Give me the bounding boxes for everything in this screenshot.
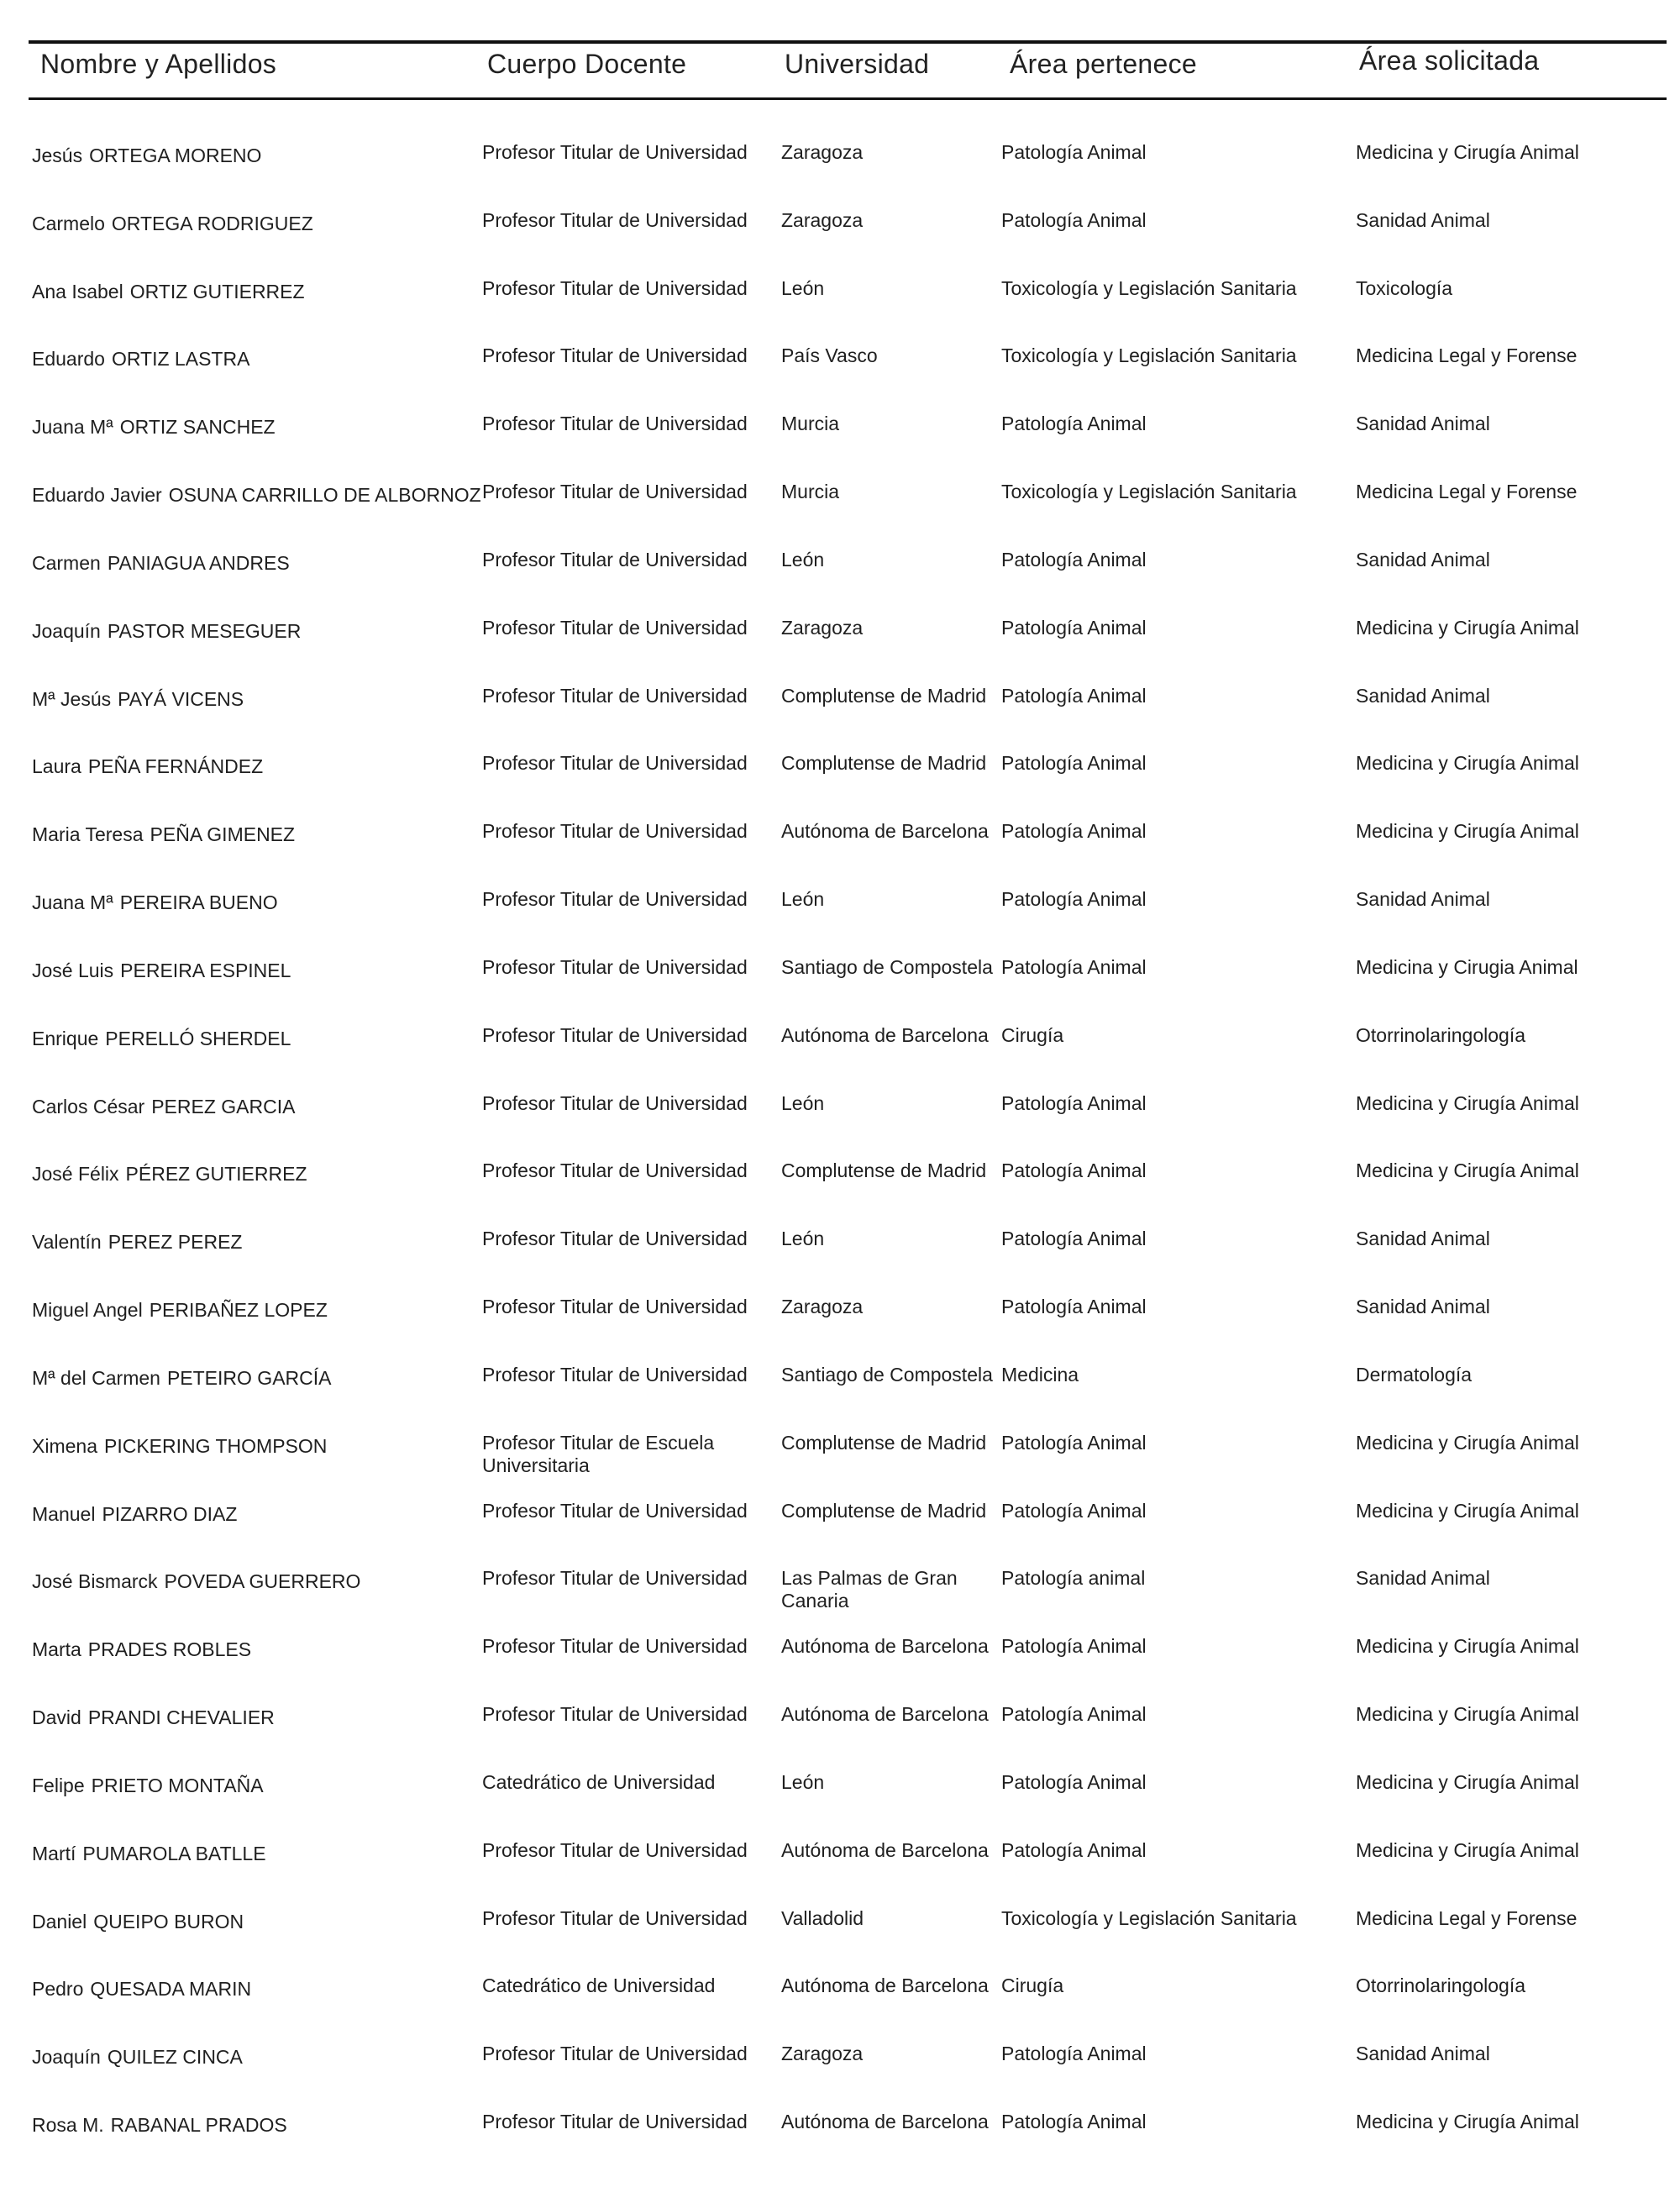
cell-area-solicitada: Sanidad Animal	[1356, 1567, 1490, 1589]
table-row	[0, 209, 1680, 260]
cell-area-pertenece: Patología Animal	[1001, 1771, 1147, 1793]
cell-area-solicitada: Sanidad Animal	[1356, 888, 1490, 910]
cell-nombre	[32, 416, 486, 439]
cell-area-solicitada: Medicina Legal y Forense	[1356, 1907, 1578, 1929]
table-row	[0, 1771, 1680, 1822]
cell-cuerpo: Catedrático de Universidad	[482, 1771, 716, 1793]
table-row	[0, 1703, 1680, 1754]
cell-area-solicitada: Sanidad Animal	[1356, 1228, 1490, 1249]
cell-cuerpo: Profesor Titular de Escuela Universitaria	[482, 1432, 715, 1476]
cell-area-pertenece: Patología Animal	[1001, 1432, 1147, 1454]
cell-nombre	[32, 891, 486, 914]
nombre-last: PASTOR MESEGUER	[107, 620, 302, 642]
table-row	[0, 2111, 1680, 2161]
cell-nombre	[32, 1503, 486, 1526]
cell-universidad: Complutense de Madrid	[781, 1500, 987, 1522]
nombre-first: Jesús	[32, 145, 83, 166]
nombre-first: Pedro	[32, 1978, 84, 2000]
table-row	[0, 1432, 1680, 1482]
cell-area-solicitada: Sanidad Animal	[1356, 685, 1490, 707]
cell-nombre	[32, 1163, 486, 1186]
cell-nombre	[32, 484, 486, 507]
cell-universidad: Autónoma de Barcelona	[781, 2111, 989, 2132]
cell-area-pertenece: Medicina	[1001, 1364, 1079, 1386]
nombre-first: Laura	[32, 755, 81, 777]
cell-universidad: León	[781, 277, 825, 299]
cell-area-solicitada: Medicina y Cirugía Animal	[1356, 1703, 1579, 1725]
cell-cuerpo: Profesor Titular de Universidad	[482, 1500, 748, 1522]
table-row	[0, 277, 1680, 328]
cell-universidad: Complutense de Madrid	[781, 685, 987, 707]
nombre-last: PEÑA GIMENEZ	[150, 823, 296, 845]
header-nombre: Nombre y Apellidos	[40, 49, 277, 79]
cell-area-pertenece: Cirugía	[1001, 1024, 1064, 1046]
table-row	[0, 820, 1680, 870]
nombre-first: Carmelo	[32, 213, 105, 234]
cell-nombre	[32, 1843, 486, 1865]
cell-area-solicitada: Medicina y Cirugía Animal	[1356, 1432, 1579, 1454]
nombre-last: ORTIZ LASTRA	[111, 348, 250, 370]
nombre-last: PÉREZ GUTIERREZ	[125, 1163, 307, 1185]
cell-nombre	[32, 620, 486, 643]
nombre-last: PERIBAÑEZ LOPEZ	[149, 1299, 328, 1321]
nombre-last: PEÑA FERNÁNDEZ	[87, 755, 264, 777]
table-row	[0, 1296, 1680, 1346]
nombre-first: Juana Mª	[32, 416, 113, 438]
nombre-first: Mª del Carmen	[32, 1367, 160, 1389]
cell-universidad: Autónoma de Barcelona	[781, 1975, 989, 1996]
cell-nombre	[32, 1028, 486, 1050]
nombre-last: PRANDI CHEVALIER	[87, 1706, 275, 1728]
cell-area-solicitada: Medicina y Cirugia Animal	[1356, 956, 1578, 978]
table-row	[0, 1567, 1680, 1617]
cell-nombre	[32, 1978, 486, 2001]
cell-area-solicitada: Sanidad Animal	[1356, 549, 1490, 571]
cell-area-solicitada: Medicina y Cirugía Animal	[1356, 617, 1579, 639]
cell-cuerpo: Profesor Titular de Universidad	[482, 2111, 748, 2132]
cell-universidad: Autónoma de Barcelona	[781, 1024, 989, 1046]
cell-cuerpo: Profesor Titular de Universidad	[482, 752, 748, 774]
nombre-last: PICKERING THOMPSON	[103, 1435, 328, 1457]
cell-cuerpo: Profesor Titular de Universidad	[482, 1567, 748, 1589]
cell-area-pertenece: Patología Animal	[1001, 752, 1147, 774]
cell-universidad: León	[781, 549, 825, 571]
cell-nombre	[32, 755, 486, 778]
cell-area-pertenece: Patología Animal	[1001, 141, 1147, 163]
cell-area-solicitada: Sanidad Animal	[1356, 2043, 1490, 2064]
cell-nombre	[32, 823, 486, 846]
header-cuerpo: Cuerpo Docente	[487, 49, 687, 79]
cell-nombre	[32, 1706, 486, 1729]
nombre-last: OSUNA CARRILLO DE ALBORNOZ	[168, 484, 481, 506]
cell-area-solicitada: Medicina y Cirugía Animal	[1356, 1500, 1579, 1522]
cell-cuerpo: Profesor Titular de Universidad	[482, 481, 748, 502]
nombre-first: Joaquín	[32, 620, 101, 642]
cell-nombre	[32, 552, 486, 575]
table-row	[0, 549, 1680, 599]
cell-nombre	[32, 1911, 486, 1933]
cell-cuerpo: Profesor Titular de Universidad	[482, 1024, 748, 1046]
nombre-first: Juana Mª	[32, 891, 113, 913]
nombre-first: José Félix	[32, 1163, 119, 1185]
nombre-first: Eduardo	[32, 348, 105, 370]
table-row	[0, 617, 1680, 667]
nombre-first: Miguel Angel	[32, 1299, 143, 1321]
cell-cuerpo: Catedrático de Universidad	[482, 1975, 716, 1996]
cell-area-solicitada: Medicina y Cirugía Animal	[1356, 752, 1579, 774]
nombre-last: PERELLÓ SHERDEL	[105, 1028, 291, 1049]
cell-area-solicitada: Toxicología	[1356, 277, 1453, 299]
cell-area-pertenece: Patología Animal	[1001, 820, 1147, 842]
nombre-first: Maria Teresa	[32, 823, 144, 845]
cell-universidad: País Vasco	[781, 344, 878, 366]
cell-universidad: Murcia	[781, 481, 840, 502]
cell-universidad: Autónoma de Barcelona	[781, 1703, 989, 1725]
cell-area-pertenece: Patología Animal	[1001, 549, 1147, 571]
cell-universidad: Las Palmas de Gran Canaria	[781, 1567, 958, 1612]
nombre-first: José Luis	[32, 960, 114, 981]
cell-area-pertenece: Patología animal	[1001, 1567, 1146, 1589]
cell-universidad: Zaragoza	[781, 2043, 864, 2064]
table-row	[0, 2043, 1680, 2093]
cell-universidad: Autónoma de Barcelona	[781, 1839, 989, 1861]
cell-area-pertenece: Patología Animal	[1001, 2043, 1147, 2064]
cell-area-pertenece: Patología Animal	[1001, 1635, 1147, 1657]
nombre-last: PRADES ROBLES	[87, 1638, 252, 1660]
nombre-first: David	[32, 1706, 81, 1728]
cell-area-pertenece: Toxicología y Legislación Sanitaria	[1001, 277, 1297, 299]
cell-area-solicitada: Sanidad Animal	[1356, 209, 1490, 231]
nombre-first: Ana Isabel	[32, 281, 123, 302]
cell-area-solicitada: Medicina y Cirugía Animal	[1356, 1635, 1579, 1657]
table-row	[0, 888, 1680, 939]
cell-cuerpo: Profesor Titular de Universidad	[482, 820, 748, 842]
cell-cuerpo: Profesor Titular de Universidad	[482, 1159, 748, 1181]
cell-universidad: León	[781, 1771, 825, 1793]
header-area-pertenece: Área pertenece	[1010, 49, 1198, 79]
cell-universidad: Autónoma de Barcelona	[781, 1635, 989, 1657]
cell-nombre	[32, 1096, 486, 1118]
cell-universidad: Valladolid	[781, 1907, 864, 1929]
cell-universidad: León	[781, 1228, 825, 1249]
nombre-first: Carmen	[32, 552, 101, 574]
nombre-last: ORTEGA MORENO	[89, 145, 262, 166]
table-row	[0, 1500, 1680, 1550]
cell-area-solicitada: Medicina Legal y Forense	[1356, 344, 1578, 366]
cell-cuerpo: Profesor Titular de Universidad	[482, 685, 748, 707]
cell-cuerpo: Profesor Titular de Universidad	[482, 2043, 748, 2064]
nombre-first: Mª Jesús	[32, 688, 112, 710]
cell-cuerpo: Profesor Titular de Universidad	[482, 344, 748, 366]
cell-cuerpo: Profesor Titular de Universidad	[482, 141, 748, 163]
cell-area-solicitada: Medicina y Cirugía Animal	[1356, 820, 1579, 842]
nombre-first: Valentín	[32, 1231, 102, 1253]
cell-universidad: Santiago de Compostela	[781, 956, 993, 978]
cell-area-pertenece: Patología Animal	[1001, 1703, 1147, 1725]
cell-cuerpo: Profesor Titular de Universidad	[482, 413, 748, 434]
nombre-last: PUMAROLA BATLLE	[82, 1843, 266, 1864]
cell-area-pertenece: Cirugía	[1001, 1975, 1064, 1996]
cell-area-solicitada: Otorrinolaringología	[1356, 1975, 1526, 1996]
cell-nombre	[32, 1435, 486, 1458]
cell-area-solicitada: Medicina Legal y Forense	[1356, 481, 1578, 502]
nombre-last: POVEDA GUERRERO	[164, 1570, 361, 1592]
cell-area-solicitada: Dermatología	[1356, 1364, 1473, 1386]
header-area-solicitada: Área solicitada	[1359, 45, 1540, 76]
nombre-last: RABANAL PRADOS	[110, 2114, 287, 2136]
cell-universidad: Murcia	[781, 413, 840, 434]
cell-cuerpo: Profesor Titular de Universidad	[482, 1228, 748, 1249]
nombre-first: Martí	[32, 1843, 76, 1864]
table-row	[0, 1635, 1680, 1685]
cell-nombre	[32, 688, 486, 711]
cell-universidad: León	[781, 888, 825, 910]
cell-cuerpo: Profesor Titular de Universidad	[482, 956, 748, 978]
nombre-last: ORTIZ SANCHEZ	[119, 416, 276, 438]
cell-area-pertenece: Patología Animal	[1001, 413, 1147, 434]
table-row	[0, 141, 1680, 192]
cell-universidad: Zaragoza	[781, 617, 864, 639]
nombre-last: PEREZ GARCIA	[151, 1096, 296, 1117]
table-row	[0, 1839, 1680, 1890]
nombre-last: PIZARRO DIAZ	[102, 1503, 238, 1525]
nombre-last: PANIAGUA ANDRES	[107, 552, 290, 574]
table-row	[0, 413, 1680, 463]
nombre-last: PEREIRA ESPINEL	[120, 960, 291, 981]
cell-nombre	[32, 213, 486, 235]
table-row	[0, 1364, 1680, 1414]
cell-nombre	[32, 1231, 486, 1254]
table-row	[0, 685, 1680, 735]
table-row	[0, 1024, 1680, 1075]
table-row	[0, 344, 1680, 395]
nombre-first: Daniel	[32, 1911, 87, 1932]
cell-cuerpo: Profesor Titular de Universidad	[482, 209, 748, 231]
nombre-last: QUILEZ CINCA	[107, 2046, 243, 2068]
cell-cuerpo: Profesor Titular de Universidad	[482, 888, 748, 910]
nombre-last: PAYÁ VICENS	[118, 688, 244, 710]
cell-area-pertenece: Patología Animal	[1001, 1296, 1147, 1317]
cell-area-pertenece: Patología Animal	[1001, 1228, 1147, 1249]
cell-cuerpo: Profesor Titular de Universidad	[482, 277, 748, 299]
table-row	[0, 481, 1680, 531]
cell-area-pertenece: Patología Animal	[1001, 209, 1147, 231]
table-row	[0, 1907, 1680, 1958]
cell-area-pertenece: Patología Animal	[1001, 617, 1147, 639]
cell-universidad: Complutense de Madrid	[781, 752, 987, 774]
cell-nombre	[32, 1570, 486, 1593]
cell-nombre	[32, 960, 486, 982]
nombre-last: QUEIPO BURON	[93, 1911, 244, 1932]
cell-area-solicitada: Sanidad Animal	[1356, 413, 1490, 434]
nombre-last: ORTEGA RODRIGUEZ	[111, 213, 313, 234]
cell-area-pertenece: Patología Animal	[1001, 956, 1147, 978]
header-universidad: Universidad	[785, 49, 930, 79]
cell-area-solicitada: Sanidad Animal	[1356, 1296, 1490, 1317]
cell-universidad: Zaragoza	[781, 141, 864, 163]
cell-cuerpo: Profesor Titular de Universidad	[482, 1364, 748, 1386]
cell-area-pertenece: Patología Animal	[1001, 888, 1147, 910]
cell-nombre	[32, 145, 486, 167]
cell-area-pertenece: Toxicología y Legislación Sanitaria	[1001, 344, 1297, 366]
cell-cuerpo: Profesor Titular de Universidad	[482, 1092, 748, 1114]
nombre-first: Carlos César	[32, 1096, 145, 1117]
nombre-first: Ximena	[32, 1435, 97, 1457]
cell-cuerpo: Profesor Titular de Universidad	[482, 1635, 748, 1657]
cell-cuerpo: Profesor Titular de Universidad	[482, 1839, 748, 1861]
nombre-first: Felipe	[32, 1775, 85, 1796]
cell-nombre	[32, 2046, 486, 2069]
cell-area-pertenece: Patología Animal	[1001, 2111, 1147, 2132]
cell-area-solicitada: Medicina y Cirugía Animal	[1356, 1159, 1579, 1181]
cell-universidad: Zaragoza	[781, 209, 864, 231]
table-row	[0, 956, 1680, 1007]
cell-area-pertenece: Patología Animal	[1001, 1159, 1147, 1181]
cell-nombre	[32, 1299, 486, 1322]
nombre-last: PEREZ PEREZ	[108, 1231, 243, 1253]
cell-cuerpo: Profesor Titular de Universidad	[482, 1703, 748, 1725]
cell-nombre	[32, 2114, 486, 2137]
nombre-first: Eduardo Javier	[32, 484, 162, 506]
table-row	[0, 1092, 1680, 1143]
cell-universidad: Complutense de Madrid	[781, 1159, 987, 1181]
cell-area-pertenece: Patología Animal	[1001, 1500, 1147, 1522]
cell-cuerpo: Profesor Titular de Universidad	[482, 549, 748, 571]
cell-area-pertenece: Patología Animal	[1001, 1092, 1147, 1114]
cell-nombre	[32, 1638, 486, 1661]
table-row	[0, 1159, 1680, 1210]
nombre-first: Manuel	[32, 1503, 96, 1525]
cell-nombre	[32, 1775, 486, 1797]
nombre-last: ORTIZ GUTIERREZ	[129, 281, 305, 302]
cell-nombre	[32, 348, 486, 371]
nombre-last: PETEIRO GARCÍA	[166, 1367, 332, 1389]
cell-area-solicitada: Medicina y Cirugía Animal	[1356, 1092, 1579, 1114]
cell-area-pertenece: Patología Animal	[1001, 1839, 1147, 1861]
table-row	[0, 1228, 1680, 1278]
cell-area-solicitada: Medicina y Cirugía Animal	[1356, 1771, 1579, 1793]
cell-universidad: Santiago de Compostela	[781, 1364, 993, 1386]
cell-universidad: León	[781, 1092, 825, 1114]
cell-area-pertenece: Toxicología y Legislación Sanitaria	[1001, 481, 1297, 502]
cell-universidad: Zaragoza	[781, 1296, 864, 1317]
nombre-last: PRIETO MONTAÑA	[91, 1775, 264, 1796]
nombre-last: PEREIRA BUENO	[119, 891, 278, 913]
nombre-first: José Bismarck	[32, 1570, 158, 1592]
cell-area-solicitada: Medicina y Cirugía Animal	[1356, 2111, 1579, 2132]
nombre-first: Joaquín	[32, 2046, 101, 2068]
table-row	[0, 1975, 1680, 2025]
cell-universidad: Autónoma de Barcelona	[781, 820, 989, 842]
table-row	[0, 752, 1680, 802]
nombre-last: QUESADA MARIN	[90, 1978, 252, 2000]
cell-nombre	[32, 1367, 486, 1390]
cell-area-solicitada: Otorrinolaringología	[1356, 1024, 1526, 1046]
nombre-first: Rosa M.	[32, 2114, 104, 2136]
cell-universidad: Complutense de Madrid	[781, 1432, 987, 1454]
cell-cuerpo: Profesor Titular de Universidad	[482, 1296, 748, 1317]
cell-cuerpo: Profesor Titular de Universidad	[482, 617, 748, 639]
cell-area-solicitada: Medicina y Cirugía Animal	[1356, 1839, 1579, 1861]
cell-nombre	[32, 281, 486, 303]
cell-area-pertenece: Toxicología y Legislación Sanitaria	[1001, 1907, 1297, 1929]
nombre-first: Marta	[32, 1638, 81, 1660]
nombre-first: Enrique	[32, 1028, 99, 1049]
cell-area-solicitada: Medicina y Cirugía Animal	[1356, 141, 1579, 163]
cell-cuerpo: Profesor Titular de Universidad	[482, 1907, 748, 1929]
cell-area-pertenece: Patología Animal	[1001, 685, 1147, 707]
